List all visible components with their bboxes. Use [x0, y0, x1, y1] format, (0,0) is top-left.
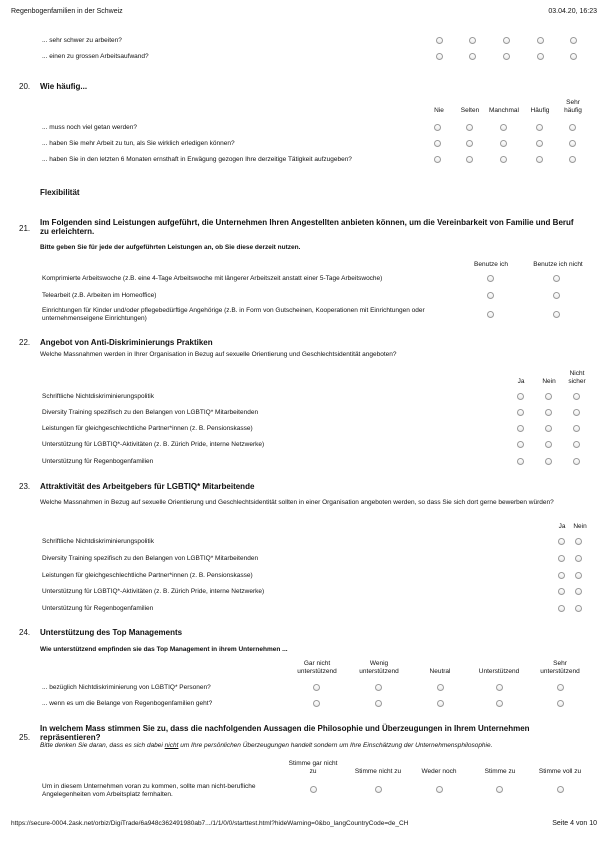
column-header: Stimme voll zu: [538, 768, 582, 775]
column-header: Ja: [558, 523, 566, 530]
radio-button[interactable]: [557, 786, 564, 793]
matrix-row-label: ... wenn es um die Belange von Regenbogenfamilien geht?: [42, 700, 213, 707]
question-number: 21.: [19, 224, 31, 233]
radio-button[interactable]: [517, 425, 524, 432]
radio-button[interactable]: [466, 140, 473, 147]
print-datetime: 03.04.20, 16:23: [548, 8, 597, 15]
radio-button[interactable]: [536, 156, 543, 163]
page-number: Seite 4 von 10: [552, 820, 597, 827]
column-header: Ja: [517, 378, 525, 385]
question-number: 20.: [19, 82, 31, 91]
radio-button[interactable]: [503, 53, 510, 60]
radio-button[interactable]: [570, 53, 577, 60]
radio-button[interactable]: [553, 275, 560, 282]
radio-button[interactable]: [496, 786, 503, 793]
radio-button[interactable]: [517, 458, 524, 465]
radio-button[interactable]: [545, 393, 552, 400]
column-header: Stimme gar nicht zu: [288, 760, 338, 775]
radio-button[interactable]: [436, 786, 443, 793]
question-instruction: Wie unterstützend empfinden sie das Top Management in ihrem Unternehmen ...: [40, 646, 288, 653]
footer-url: https://secure-0004.2ask.net/orbiz/DigiTrade/6a948c362491980ab7.../1/1/0/0/starttest.html?hideWarning=0&bo_langCountryCode=de_CH: [11, 820, 409, 827]
question-instruction: Welche Massnahmen in Bezug auf sexuelle Orientierung und Geschlechtsidentität sollten in einer Organisation angeboten werden, so dass Sie sich dort gerne bewerben würden?: [40, 499, 554, 506]
radio-button[interactable]: [536, 140, 543, 147]
question-title: In welchem Mass stimmen Sie zu, dass die nachfolgenden Aussagen die Philosophie und Überzeugungen in Ihrem Unternehmen repräsentieren?: [40, 724, 530, 742]
matrix-row-label: Komprimierte Arbeitswoche (z.B. eine 4-Tage Arbeitswoche mit längerer Arbeitszeit anstatt einer 5-Tage Arbeitswoche): [42, 275, 383, 282]
radio-button[interactable]: [575, 555, 582, 562]
radio-button[interactable]: [545, 425, 552, 432]
radio-button[interactable]: [545, 409, 552, 416]
radio-button[interactable]: [575, 588, 582, 595]
radio-button[interactable]: [569, 124, 576, 131]
radio-button[interactable]: [545, 458, 552, 465]
matrix-row-label: ... muss noch viel getan werden?: [42, 124, 138, 131]
question-title: Wie häufig...: [40, 82, 88, 91]
radio-button[interactable]: [436, 53, 443, 60]
radio-button[interactable]: [487, 275, 494, 282]
radio-button[interactable]: [575, 605, 582, 612]
radio-button[interactable]: [553, 292, 560, 299]
radio-button[interactable]: [573, 409, 580, 416]
question-instruction: Welche Massnahmen werden in Ihrer Organisation in Bezug auf sexuelle Orientierung und Geschlechtsidentität angeboten?: [40, 351, 397, 358]
radio-button[interactable]: [573, 425, 580, 432]
column-header: Benutze ich: [474, 261, 508, 268]
column-header: Benutze ich nicht: [533, 261, 583, 268]
matrix-row-label: Unterstützung für Regenbogenfamilien: [42, 458, 154, 465]
column-header: Sehr häufig: [564, 99, 582, 114]
radio-button[interactable]: [487, 292, 494, 299]
column-header: Gar nicht unterstützend: [297, 660, 337, 675]
column-header: Häufig: [530, 107, 550, 114]
matrix-row-label: Unterstützung für LGBTIQ*-Aktivitäten (z. B. Zürich Pride, interne Netzwerke): [42, 588, 265, 595]
question-number: 23.: [19, 482, 31, 491]
radio-button[interactable]: [375, 700, 382, 707]
radio-button[interactable]: [500, 124, 507, 131]
radio-button[interactable]: [466, 156, 473, 163]
matrix-row-label: ... haben Sie mehr Arbeit zu tun, als Sie wirklich erledigen können?: [42, 140, 235, 147]
radio-button[interactable]: [517, 441, 524, 448]
matrix-row-label: Diversity Training spezifisch zu den Belangen von LGBTIQ* Mitarbeitenden: [42, 555, 259, 562]
question-title: Im Folgenden sind Leistungen aufgeführt, die Unternehmen Ihren Angestellten anbieten können, um die Vereinbarkeit von Familie und Beruf zu erleichtern.: [40, 218, 574, 236]
radio-button[interactable]: [487, 311, 494, 318]
column-header: Wenig unterstützend: [359, 660, 399, 675]
radio-button[interactable]: [558, 538, 565, 545]
matrix-row-label: Unterstützung für Regenbogenfamilien: [42, 605, 154, 612]
radio-button[interactable]: [437, 684, 444, 691]
radio-button[interactable]: [575, 572, 582, 579]
radio-button[interactable]: [437, 700, 444, 707]
matrix-row-label: Leistungen für gleichgeschlechtliche Partner*innen (z. B. Pensionskasse): [42, 425, 253, 432]
radio-button[interactable]: [558, 555, 565, 562]
radio-button[interactable]: [434, 140, 441, 147]
column-header: Nein: [542, 378, 556, 385]
radio-button[interactable]: [536, 124, 543, 131]
matrix-row-label: Diversity Training spezifisch zu den Belangen von LGBTIQ* Mitarbeitenden: [42, 409, 259, 416]
radio-button[interactable]: [558, 588, 565, 595]
radio-button[interactable]: [537, 53, 544, 60]
column-header: Stimme zu: [484, 768, 516, 775]
radio-button[interactable]: [469, 53, 476, 60]
column-header: Nein: [573, 523, 587, 530]
section-heading: Flexibilität: [40, 188, 80, 197]
matrix-row-label: ... einen zu grossen Arbeitsaufwand?: [42, 53, 149, 60]
radio-button[interactable]: [517, 409, 524, 416]
radio-button[interactable]: [557, 684, 564, 691]
radio-button[interactable]: [466, 124, 473, 131]
radio-button[interactable]: [496, 700, 503, 707]
question-title: Unterstützung des Top Managements: [40, 628, 183, 637]
column-header: Stimme nicht zu: [354, 768, 402, 775]
radio-button[interactable]: [558, 572, 565, 579]
question-number: 22.: [19, 338, 31, 347]
column-header: Weder noch: [421, 768, 457, 775]
question-title: Angebot von Anti-Diskriminierungs Praktiken: [40, 338, 213, 347]
radio-button[interactable]: [434, 124, 441, 131]
column-header: Nicht sicher: [568, 370, 586, 385]
document-title: Regenbogenfamilien in der Schweiz: [11, 8, 123, 15]
radio-button[interactable]: [553, 311, 560, 318]
radio-button[interactable]: [545, 441, 552, 448]
column-header: Nie: [434, 107, 444, 114]
matrix-row-label: Um in diesem Unternehmen voran zu kommen, sollte man nicht-berufliche Angelegenheiten vom Arbeitsplatz fernhalten.: [42, 783, 256, 798]
matrix-row-label: ... bezüglich Nichtdiskriminierung von LGBTIQ* Personen?: [42, 684, 211, 691]
matrix-row-label: Einrichtungen für Kinder und/oder pflegebedürftige Angehörige (z.B. in Form von Gutscheinen, Kooperationen mit Einrichtungen oder unternehmenseigene Einrichtungen): [42, 307, 425, 322]
question-number: 24.: [19, 628, 31, 637]
radio-button[interactable]: [575, 538, 582, 545]
radio-button[interactable]: [313, 684, 320, 691]
radio-button[interactable]: [500, 156, 507, 163]
matrix-row-label: ... sehr schwer zu arbeiten?: [42, 37, 122, 44]
radio-button[interactable]: [570, 37, 577, 44]
matrix-row-label: Telearbeit (z.B. Arbeiten im Homeoffice): [42, 292, 157, 299]
radio-button[interactable]: [503, 37, 510, 44]
matrix-row-label: Unterstützung für LGBTIQ*-Aktivitäten (z. B. Zürich Pride, interne Netzwerke): [42, 441, 265, 448]
radio-button[interactable]: [573, 393, 580, 400]
matrix-row-label: Schriftliche Nichtdiskriminierungspolitik: [42, 538, 154, 545]
radio-button[interactable]: [573, 441, 580, 448]
matrix-row-label: Schriftliche Nichtdiskriminierungspolitik: [42, 393, 154, 400]
radio-button[interactable]: [573, 458, 580, 465]
radio-button[interactable]: [496, 684, 503, 691]
radio-button[interactable]: [469, 37, 476, 44]
matrix-row-label: ... haben Sie in den letzten 6 Monaten ernsthaft in Erwägung gezogen Ihre derzeitige Tätigkeit aufzugeben?: [42, 156, 352, 163]
radio-button[interactable]: [569, 156, 576, 163]
question-instruction: Bitte geben Sie für jede der aufgeführten Leistungen an, ob Sie diese derzeit nutzen.: [40, 244, 301, 251]
column-header: Neutral: [429, 668, 451, 675]
radio-button[interactable]: [313, 700, 320, 707]
radio-button[interactable]: [558, 605, 565, 612]
column-header: Selten: [460, 107, 480, 114]
question-instruction: Bitte denken Sie daran, dass es sich dabei nicht um Ihre persönlichen Überzeugungen handelt sondern um Ihre Einschätzung der Unternehmensphilosophie.: [40, 742, 493, 749]
column-header: Sehr unterstützend: [540, 660, 580, 675]
radio-button[interactable]: [557, 700, 564, 707]
column-header: Unterstützend: [478, 668, 520, 675]
radio-button[interactable]: [537, 37, 544, 44]
matrix-row-label: Leistungen für gleichgeschlechtliche Partner*innen (z. B. Pensionskasse): [42, 572, 253, 579]
radio-button[interactable]: [375, 786, 382, 793]
radio-button[interactable]: [375, 684, 382, 691]
question-number: 25.: [19, 733, 31, 742]
radio-button[interactable]: [310, 786, 317, 793]
radio-button[interactable]: [500, 140, 507, 147]
radio-button[interactable]: [434, 156, 441, 163]
radio-button[interactable]: [517, 393, 524, 400]
radio-button[interactable]: [436, 37, 443, 44]
column-header: Manchmal: [489, 107, 519, 114]
radio-button[interactable]: [569, 140, 576, 147]
question-title: Attraktivität des Arbeitgebers für LGBTIQ* Mitarbeitende: [40, 482, 255, 491]
